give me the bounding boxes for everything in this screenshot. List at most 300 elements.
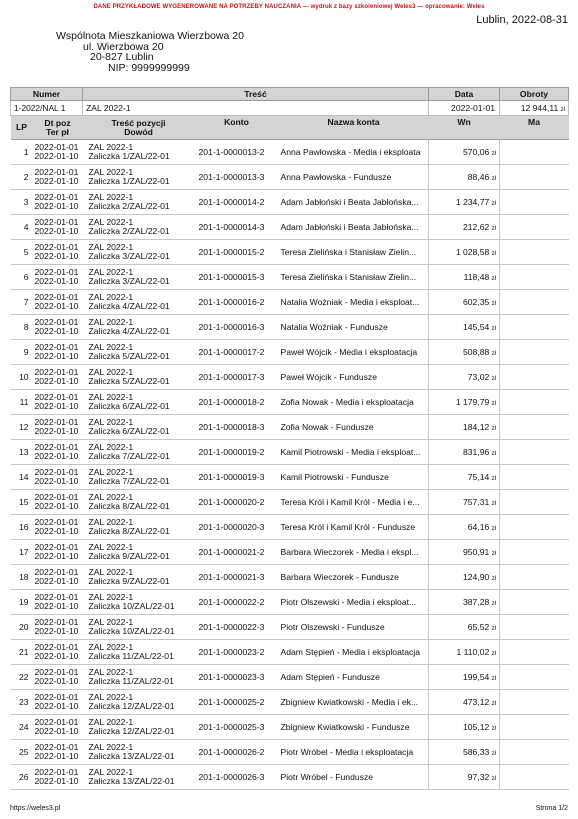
row-wn-value: 65,52	[467, 622, 490, 632]
row-lp: 9	[11, 340, 33, 365]
row-nazwa-konta: Adam Jabłoński i Beata Jabłońska...	[279, 190, 429, 215]
row-konto: 201-1-0000025-3	[195, 715, 279, 740]
row-nazwa-konta: Paweł Wójcik - Fundusze	[279, 365, 429, 390]
row-ter-pl: 2022-01-10	[34, 751, 79, 761]
organization-street: ul. Wierzbowa 20	[83, 40, 164, 53]
row-lp: 5	[11, 240, 33, 265]
row-dates	[33, 365, 83, 390]
row-nazwa-konta: Teresa Zielińska i Stanisław Zielin...	[279, 265, 429, 290]
row-tresc	[83, 540, 195, 565]
row-dt-poz: 2022-01-01	[34, 766, 79, 777]
header-tresc: Treść	[83, 88, 429, 101]
row-dowod: Zaliczka 6/ZAL/22-01	[88, 401, 170, 411]
row-nazwa-konta: Anna Pawłowska - Fundusze	[279, 165, 429, 190]
row-wn-currency: zł	[491, 351, 497, 357]
row-lp: 6	[11, 265, 33, 290]
row-nazwa-konta: Barbara Wieczorek - Fundusze	[279, 565, 429, 590]
row-ter-pl: 2022-01-10	[34, 476, 79, 486]
row-dates	[33, 265, 83, 290]
row-ma	[500, 640, 569, 665]
row-wn	[429, 165, 500, 190]
row-dowod: Zaliczka 5/ZAL/22-01	[88, 376, 170, 386]
row-wn-value: 950,91	[462, 547, 490, 557]
row-dowod: Zaliczka 4/ZAL/22-01	[88, 301, 170, 311]
table-row	[11, 540, 569, 565]
organization-postal: 20-827 Lublin	[90, 51, 154, 63]
row-tresc-pozycji: ZAL 2022-1	[88, 616, 134, 627]
col-dt	[33, 116, 83, 140]
row-lp: 10	[11, 365, 33, 390]
table-row	[11, 165, 569, 190]
row-wn-currency: zł	[491, 376, 497, 382]
row-konto: 201-1-0000014-3	[195, 215, 279, 240]
row-ma	[500, 265, 569, 290]
row-dowod: Zaliczka 8/ZAL/22-01	[88, 526, 170, 536]
row-wn-currency: zł	[491, 626, 497, 632]
row-lp: 1	[11, 140, 33, 165]
table-row	[11, 390, 569, 415]
row-dt-poz: 2022-01-01	[34, 216, 79, 227]
row-konto: 201-1-0000018-3	[195, 415, 279, 440]
row-lp: 22	[11, 665, 33, 690]
row-nazwa-konta: Zbigniew Kwiatkowski - Fundusze	[279, 715, 429, 740]
row-wn-value: 570,06	[462, 147, 490, 157]
row-dt-poz: 2022-01-01	[34, 291, 79, 302]
row-wn	[429, 415, 500, 440]
sample-data-banner: DANE PRZYKŁADOWE WYGENEROWANE NA POTRZEBY NAUCZANIA — wydruk z bazy szkoleniowej Weles3 — opracowanie: Weles	[93, 4, 485, 10]
row-dt-poz: 2022-01-01	[34, 691, 79, 702]
row-dowod: Zaliczka 13/ZAL/22-01	[88, 776, 175, 786]
row-nazwa-konta: Barbara Wieczorek - Media i ekspl...	[279, 540, 429, 565]
row-ma	[500, 190, 569, 215]
row-wn-value: 145,54	[462, 322, 490, 332]
row-wn	[429, 265, 500, 290]
col-tresc-line1: Treść pozycji	[111, 117, 166, 128]
row-ma	[500, 440, 569, 465]
row-tresc-pozycji: ZAL 2022-1	[88, 741, 134, 752]
row-ter-pl: 2022-01-10	[34, 151, 79, 161]
row-tresc-pozycji: ZAL 2022-1	[88, 191, 134, 202]
row-wn-value: 124,90	[462, 572, 490, 582]
summary-data: 2022-01-01	[429, 101, 500, 116]
row-dowod: Zaliczka 10/ZAL/22-01	[88, 601, 175, 611]
row-nazwa-konta: Kamil Piotrowski - Media i eksploat...	[279, 440, 429, 465]
table-row	[11, 440, 569, 465]
row-wn	[429, 215, 500, 240]
row-nazwa-konta: Kamil Piotrowski - Fundusze	[279, 465, 429, 490]
row-ter-pl: 2022-01-10	[34, 351, 79, 361]
row-dt-poz: 2022-01-01	[34, 191, 79, 202]
row-wn-value: 97,32	[467, 772, 490, 782]
row-wn	[429, 440, 500, 465]
row-konto: 201-1-0000015-3	[195, 265, 279, 290]
row-lp: 20	[11, 615, 33, 640]
row-dt-poz: 2022-01-01	[34, 741, 79, 752]
row-nazwa-konta: Piotr Wróbel - Fundusze	[279, 765, 429, 790]
row-wn	[429, 290, 500, 315]
row-wn-value: 1 110,02	[456, 647, 490, 657]
row-wn-currency: zł	[491, 151, 497, 157]
row-wn	[429, 615, 500, 640]
posting-table-wrapper	[10, 87, 568, 790]
summary-obroty	[500, 101, 569, 116]
row-lp: 26	[11, 765, 33, 790]
row-dt-poz: 2022-01-01	[34, 141, 79, 152]
row-ma	[500, 740, 569, 765]
row-dowod: Zaliczka 9/ZAL/22-01	[88, 576, 170, 586]
row-nazwa-konta: Piotr Wróbel - Media i eksploatacja	[279, 740, 429, 765]
row-tresc	[83, 215, 195, 240]
row-tresc	[83, 640, 195, 665]
table-row	[11, 415, 569, 440]
table-row	[11, 590, 569, 615]
row-nazwa-konta: Natalia Woźniak - Media i eksploat...	[279, 290, 429, 315]
row-wn	[429, 515, 500, 540]
row-dates	[33, 640, 83, 665]
col-konto: Konto	[195, 116, 279, 140]
row-wn	[429, 140, 500, 165]
row-dowod: Zaliczka 7/ZAL/22-01	[88, 476, 170, 486]
row-wn-value: 88,46	[467, 172, 490, 182]
row-ter-pl: 2022-01-10	[34, 326, 79, 336]
row-dt-poz: 2022-01-01	[34, 666, 79, 677]
row-dowod: Zaliczka 9/ZAL/22-01	[88, 551, 170, 561]
row-wn-currency: zł	[491, 276, 497, 282]
row-ter-pl: 2022-01-10	[34, 501, 79, 511]
row-wn	[429, 190, 500, 215]
row-ma	[500, 540, 569, 565]
row-lp: 7	[11, 290, 33, 315]
row-dt-poz: 2022-01-01	[34, 341, 79, 352]
row-wn	[429, 740, 500, 765]
row-tresc-pozycji: ZAL 2022-1	[88, 691, 134, 702]
row-wn-currency: zł	[491, 226, 497, 232]
place-and-date: Lublin, 2022-08-31	[476, 14, 568, 26]
row-tresc-pozycji: ZAL 2022-1	[88, 291, 134, 302]
row-wn-value: 199,54	[462, 672, 490, 682]
row-ter-pl: 2022-01-10	[34, 451, 79, 461]
row-wn-currency: zł	[491, 726, 497, 732]
row-konto: 201-1-0000022-2	[195, 590, 279, 615]
footer-page-number: Strona 1/2	[535, 805, 568, 812]
row-wn	[429, 390, 500, 415]
row-ma	[500, 590, 569, 615]
row-tresc	[83, 290, 195, 315]
row-tresc-pozycji: ZAL 2022-1	[88, 441, 134, 452]
row-wn	[429, 640, 500, 665]
row-dt-poz: 2022-01-01	[34, 541, 79, 552]
row-dowod: Zaliczka 11/ZAL/22-01	[88, 676, 174, 686]
row-wn-value: 387,28	[462, 597, 490, 607]
row-dt-poz: 2022-01-01	[34, 316, 79, 327]
row-dates	[33, 465, 83, 490]
row-wn-currency: zł	[491, 326, 497, 332]
row-nazwa-konta: Zofia Nowak - Media i eksploatacja	[279, 390, 429, 415]
row-tresc	[83, 315, 195, 340]
row-ter-pl: 2022-01-10	[34, 551, 79, 561]
row-tresc-pozycji: ZAL 2022-1	[88, 416, 134, 427]
row-tresc	[83, 690, 195, 715]
row-dates	[33, 290, 83, 315]
row-dates	[33, 615, 83, 640]
row-konto: 201-1-0000018-2	[195, 390, 279, 415]
row-tresc	[83, 240, 195, 265]
row-ter-pl: 2022-01-10	[34, 576, 79, 586]
row-nazwa-konta: Anna Pawłowska - Media i eksploata	[279, 140, 429, 165]
row-nazwa-konta: Zofia Nowak - Fundusze	[279, 415, 429, 440]
row-nazwa-konta: Adam Jabłoński i Beata Jabłońska...	[279, 215, 429, 240]
row-dt-poz: 2022-01-01	[34, 441, 79, 452]
row-wn	[429, 240, 500, 265]
row-ter-pl: 2022-01-10	[34, 701, 79, 711]
row-dates	[33, 140, 83, 165]
row-lp: 3	[11, 190, 33, 215]
row-wn-value: 118,48	[463, 272, 490, 282]
row-konto: 201-1-0000022-3	[195, 615, 279, 640]
row-dt-poz: 2022-01-01	[34, 641, 79, 652]
row-dowod: Zaliczka 2/ZAL/22-01	[88, 226, 170, 236]
row-dowod: Zaliczka 3/ZAL/22-01	[88, 276, 170, 286]
row-dates	[33, 315, 83, 340]
row-ter-pl: 2022-01-10	[34, 726, 79, 736]
column-header-row	[11, 116, 569, 140]
row-wn-value: 586,33	[462, 747, 490, 757]
row-dt-poz: 2022-01-01	[34, 491, 79, 502]
row-dates	[33, 565, 83, 590]
row-wn-currency: zł	[491, 301, 497, 307]
row-wn-value: 831,96	[462, 447, 490, 457]
row-dates	[33, 515, 83, 540]
row-lp: 19	[11, 590, 33, 615]
row-ma	[500, 690, 569, 715]
row-konto: 201-1-0000013-2	[195, 140, 279, 165]
summary-tresc: ZAL 2022-1	[83, 101, 429, 116]
organization-name: Wspólnota Mieszkaniowa Wierzbowa 20	[56, 30, 244, 42]
row-ma	[500, 215, 569, 240]
row-lp: 21	[11, 640, 33, 665]
row-dowod: Zaliczka 7/ZAL/22-01	[88, 451, 170, 461]
row-nazwa-konta: Teresa Król i Kamil Król - Media i e...	[279, 490, 429, 515]
row-ter-pl: 2022-01-10	[34, 301, 79, 311]
row-tresc-pozycji: ZAL 2022-1	[88, 541, 134, 552]
row-wn-value: 602,35	[462, 297, 490, 307]
row-dates	[33, 390, 83, 415]
posting-table-body	[11, 101, 569, 790]
row-dt-poz: 2022-01-01	[34, 266, 79, 277]
row-ter-pl: 2022-01-10	[34, 626, 79, 636]
row-ma	[500, 715, 569, 740]
row-wn	[429, 465, 500, 490]
row-ma	[500, 765, 569, 790]
row-lp: 14	[11, 465, 33, 490]
row-lp: 23	[11, 690, 33, 715]
row-lp: 15	[11, 490, 33, 515]
row-dt-poz: 2022-01-01	[34, 516, 79, 527]
summary-obroty-value: 12 944,11	[520, 103, 559, 113]
row-tresc-pozycji: ZAL 2022-1	[88, 591, 134, 602]
row-dates	[33, 340, 83, 365]
row-dowod: Zaliczka 8/ZAL/22-01	[88, 501, 170, 511]
row-wn-value: 1 179,79	[455, 397, 490, 407]
row-tresc	[83, 440, 195, 465]
row-dates	[33, 415, 83, 440]
row-ma	[500, 665, 569, 690]
organization-block	[56, 31, 244, 73]
row-wn-currency: zł	[491, 751, 497, 757]
table-row	[11, 190, 569, 215]
row-dates	[33, 215, 83, 240]
row-ter-pl: 2022-01-10	[34, 276, 79, 286]
row-wn	[429, 765, 500, 790]
row-nazwa-konta: Zbigniew Kwiatkowski - Media i ek...	[279, 690, 429, 715]
row-tresc-pozycji: ZAL 2022-1	[88, 241, 134, 252]
row-wn	[429, 315, 500, 340]
row-dt-poz: 2022-01-01	[34, 241, 79, 252]
row-wn-value: 1 234,77	[455, 197, 490, 207]
row-wn	[429, 490, 500, 515]
document-header-row	[11, 88, 569, 101]
row-konto: 201-1-0000014-2	[195, 190, 279, 215]
row-dowod: Zaliczka 12/ZAL/22-01	[88, 726, 175, 736]
row-wn-currency: zł	[491, 251, 497, 257]
row-nazwa-konta: Adam Stępień - Fundusze	[279, 665, 429, 690]
row-dates	[33, 165, 83, 190]
header-numer: Numer	[11, 88, 83, 101]
row-lp: 4	[11, 215, 33, 240]
row-tresc-pozycji: ZAL 2022-1	[88, 666, 134, 677]
row-konto: 201-1-0000025-2	[195, 690, 279, 715]
row-ter-pl: 2022-01-10	[34, 401, 79, 411]
row-konto: 201-1-0000026-3	[195, 765, 279, 790]
row-dowod: Zaliczka 3/ZAL/22-01	[88, 251, 170, 261]
row-dt-poz: 2022-01-01	[34, 591, 79, 602]
row-ter-pl: 2022-01-10	[34, 226, 79, 236]
row-ma	[500, 340, 569, 365]
table-row	[11, 140, 569, 165]
table-row	[11, 765, 569, 790]
row-wn-currency: zł	[491, 401, 497, 407]
row-ter-pl: 2022-01-10	[34, 776, 79, 786]
row-dates	[33, 540, 83, 565]
row-tresc	[83, 415, 195, 440]
row-wn-currency: zł	[491, 776, 497, 782]
col-tresc-line2: Dowód	[124, 126, 153, 137]
row-lp: 12	[11, 415, 33, 440]
col-dt-line2: Ter pł	[46, 126, 69, 137]
row-wn-currency: zł	[491, 601, 497, 607]
row-tresc-pozycji: ZAL 2022-1	[88, 141, 134, 152]
row-ter-pl: 2022-01-10	[34, 651, 79, 661]
row-wn	[429, 665, 500, 690]
row-konto: 201-1-0000020-2	[195, 490, 279, 515]
row-wn-value: 73,02	[467, 372, 490, 382]
row-tresc	[83, 140, 195, 165]
row-konto: 201-1-0000026-2	[195, 740, 279, 765]
row-dt-poz: 2022-01-01	[34, 466, 79, 477]
header-data: Data	[429, 88, 500, 101]
summary-numer: 1-2022/NAL 1	[11, 101, 83, 116]
row-tresc-pozycji: ZAL 2022-1	[88, 166, 134, 177]
row-dowod: Zaliczka 11/ZAL/22-01	[88, 651, 174, 661]
row-tresc	[83, 190, 195, 215]
row-ma	[500, 615, 569, 640]
table-row	[11, 265, 569, 290]
footer-url: https://weles3.pl	[10, 805, 61, 812]
table-row	[11, 465, 569, 490]
row-nazwa-konta: Teresa Zielińska i Stanisław Zielin...	[279, 240, 429, 265]
header-obroty: Obroty	[500, 88, 569, 101]
row-tresc-pozycji: ZAL 2022-1	[88, 491, 134, 502]
row-dowod: Zaliczka 13/ZAL/22-01	[88, 751, 175, 761]
row-lp: 25	[11, 740, 33, 765]
col-tresc-pozycji	[83, 116, 195, 140]
table-row	[11, 715, 569, 740]
row-dates	[33, 665, 83, 690]
table-row	[11, 290, 569, 315]
table-row	[11, 665, 569, 690]
row-ma	[500, 415, 569, 440]
row-dates	[33, 490, 83, 515]
row-wn-currency: zł	[491, 551, 497, 557]
row-ma	[500, 365, 569, 390]
row-dt-poz: 2022-01-01	[34, 416, 79, 427]
row-wn-currency: zł	[491, 201, 497, 207]
row-tresc-pozycji: ZAL 2022-1	[88, 566, 134, 577]
row-ter-pl: 2022-01-10	[34, 201, 79, 211]
row-ma	[500, 315, 569, 340]
row-ter-pl: 2022-01-10	[34, 526, 79, 536]
row-dates	[33, 190, 83, 215]
row-wn-currency: zł	[491, 576, 497, 582]
row-konto: 201-1-0000016-2	[195, 290, 279, 315]
table-row	[11, 365, 569, 390]
row-wn-currency: zł	[491, 451, 497, 457]
row-ma	[500, 140, 569, 165]
row-ter-pl: 2022-01-10	[34, 601, 79, 611]
row-wn-currency: zł	[491, 501, 497, 507]
row-dt-poz: 2022-01-01	[34, 166, 79, 177]
row-tresc	[83, 715, 195, 740]
col-lp: LP	[11, 116, 33, 140]
row-tresc	[83, 365, 195, 390]
row-konto: 201-1-0000019-2	[195, 440, 279, 465]
row-lp: 8	[11, 315, 33, 340]
table-row	[11, 215, 569, 240]
row-lp: 11	[11, 390, 33, 415]
table-row	[11, 315, 569, 340]
row-dowod: Zaliczka 1/ZAL/22-01	[88, 151, 170, 161]
table-row	[11, 340, 569, 365]
col-ma: Ma	[500, 116, 569, 140]
row-konto: 201-1-0000023-3	[195, 665, 279, 690]
row-tresc	[83, 390, 195, 415]
row-wn-currency: zł	[491, 176, 497, 182]
table-row	[11, 740, 569, 765]
row-wn	[429, 565, 500, 590]
row-wn-currency: zł	[491, 651, 497, 657]
row-wn-value: 212,62	[462, 222, 490, 232]
row-tresc	[83, 165, 195, 190]
row-konto: 201-1-0000020-3	[195, 515, 279, 540]
row-dates	[33, 690, 83, 715]
row-wn-currency: zł	[491, 476, 497, 482]
row-tresc-pozycji: ZAL 2022-1	[88, 641, 134, 652]
row-nazwa-konta: Adam Stępień - Media i eksploatacja	[279, 640, 429, 665]
row-dowod: Zaliczka 10/ZAL/22-01	[88, 626, 175, 636]
row-nazwa-konta: Paweł Wójcik - Media i eksploatacja	[279, 340, 429, 365]
row-tresc-pozycji: ZAL 2022-1	[88, 216, 134, 227]
row-lp: 16	[11, 515, 33, 540]
